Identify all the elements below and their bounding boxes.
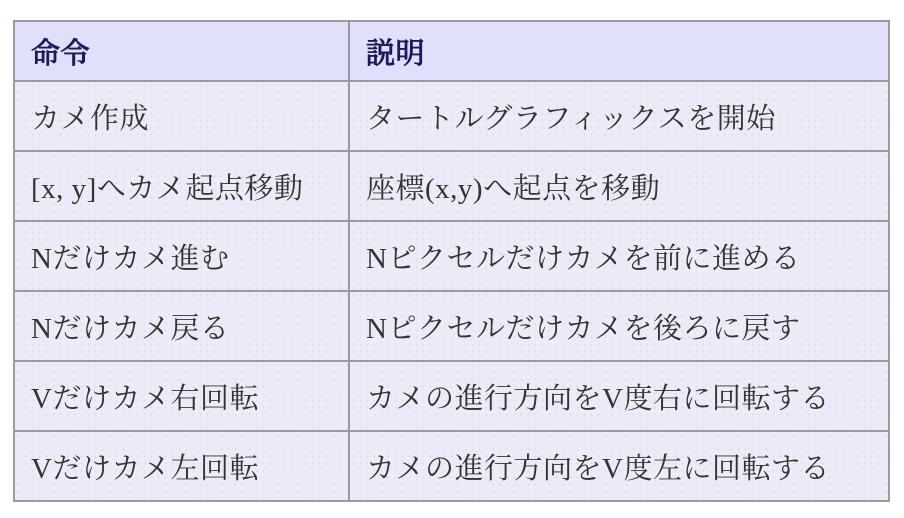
table-row: [14, 431, 889, 501]
turtle-command-table: [13, 20, 890, 502]
command-cell: Nだけカメ進む: [14, 221, 349, 291]
description-cell: Nピクセルだけカメを後ろに戻す: [349, 291, 889, 361]
description-cell: Nピクセルだけカメを前に進める: [349, 221, 889, 291]
table-row: [14, 291, 889, 361]
command-cell: Nだけカメ戻る: [14, 291, 349, 361]
header-cell-description: 説明: [349, 21, 889, 81]
table-header-row: [14, 21, 889, 81]
table-row: [14, 81, 889, 151]
table-row: [14, 151, 889, 221]
command-cell: Vだけカメ右回転: [14, 361, 349, 431]
table-row: [14, 221, 889, 291]
description-cell: カメの進行方向をV度左に回転する: [349, 431, 889, 501]
command-cell: [x, y]へカメ起点移動: [14, 151, 349, 221]
table-row: [14, 361, 889, 431]
description-cell: カメの進行方向をV度右に回転する: [349, 361, 889, 431]
command-cell: Vだけカメ左回転: [14, 431, 349, 501]
description-cell: 座標(x,y)へ起点を移動: [349, 151, 889, 221]
description-cell: タートルグラフィックスを開始: [349, 81, 889, 151]
header-cell-command: 命令: [14, 21, 349, 81]
command-cell: カメ作成: [14, 81, 349, 151]
